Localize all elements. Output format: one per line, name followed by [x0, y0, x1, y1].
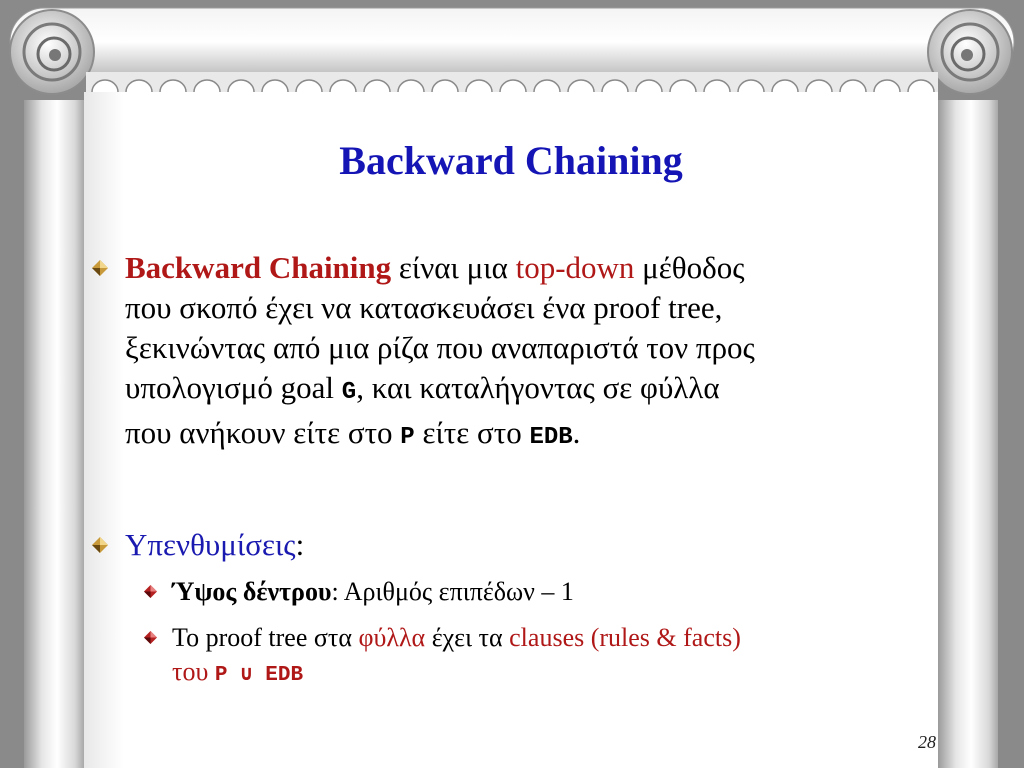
subbullet-tree-height	[172, 575, 932, 609]
bullet1-line5	[125, 413, 935, 458]
diamond-bullet-icon	[92, 260, 108, 276]
text: : Αριθμός επιπέδων – 1	[331, 577, 574, 606]
p-symbol: P	[400, 424, 415, 451]
subbullet-proof-tree-leaves	[172, 621, 932, 693]
text: που ανήκουν είτε στο	[125, 415, 401, 450]
text: υπολογισμό goal	[125, 370, 342, 405]
column-left	[24, 40, 84, 768]
p-union-edb: P ∪ EDB	[214, 664, 304, 687]
goal-symbol: G	[341, 379, 357, 406]
term-tree-height: Ύψος δέντρου	[172, 577, 332, 606]
text: , και καταλήγοντας σε φύλλα	[356, 370, 720, 405]
text: του	[172, 657, 215, 686]
volute-right-icon	[928, 10, 1012, 94]
text: είτε στο	[414, 415, 530, 450]
slide-title: Backward Chaining	[339, 138, 683, 183]
sub2-line1	[172, 621, 932, 655]
reminders-heading: Υπενθυμίσεις	[125, 527, 296, 562]
text: είναι μια	[391, 250, 516, 285]
text: .	[572, 415, 581, 450]
column-right	[938, 40, 998, 768]
text: :	[295, 527, 305, 562]
bullet-backward-chaining	[125, 248, 935, 458]
term-leaves: φύλλα	[358, 623, 426, 652]
bullet1-line3: ξεκινώντας από μια ρίζα που αναπαριστά τον προς	[125, 330, 755, 365]
bullet1-line2: που σκοπό έχει να κατασκευάσει ένα proof tree,	[125, 290, 723, 325]
edb-symbol: EDB	[529, 424, 573, 451]
text: μέθοδος	[634, 250, 745, 285]
text: Το proof tree στα	[172, 623, 359, 652]
bullet1-line1	[125, 248, 935, 288]
term-backward-chaining: Backward Chaining	[125, 250, 392, 285]
volute-left-icon	[10, 10, 94, 94]
diamond-subbullet-icon	[144, 585, 157, 598]
text: έχει τα	[425, 623, 510, 652]
page-number: 28	[918, 732, 936, 752]
ionic-capital	[0, 0, 1024, 100]
slide-shadow	[84, 92, 124, 768]
term-top-down: top-down	[515, 250, 635, 285]
diamond-subbullet-icon	[144, 631, 157, 644]
diamond-bullet-icon	[92, 537, 108, 553]
bullet1-line4	[125, 368, 935, 413]
term-clauses: clauses (rules & facts)	[509, 623, 741, 652]
sub2-line2	[172, 655, 932, 693]
bullet-reminders	[125, 525, 935, 565]
